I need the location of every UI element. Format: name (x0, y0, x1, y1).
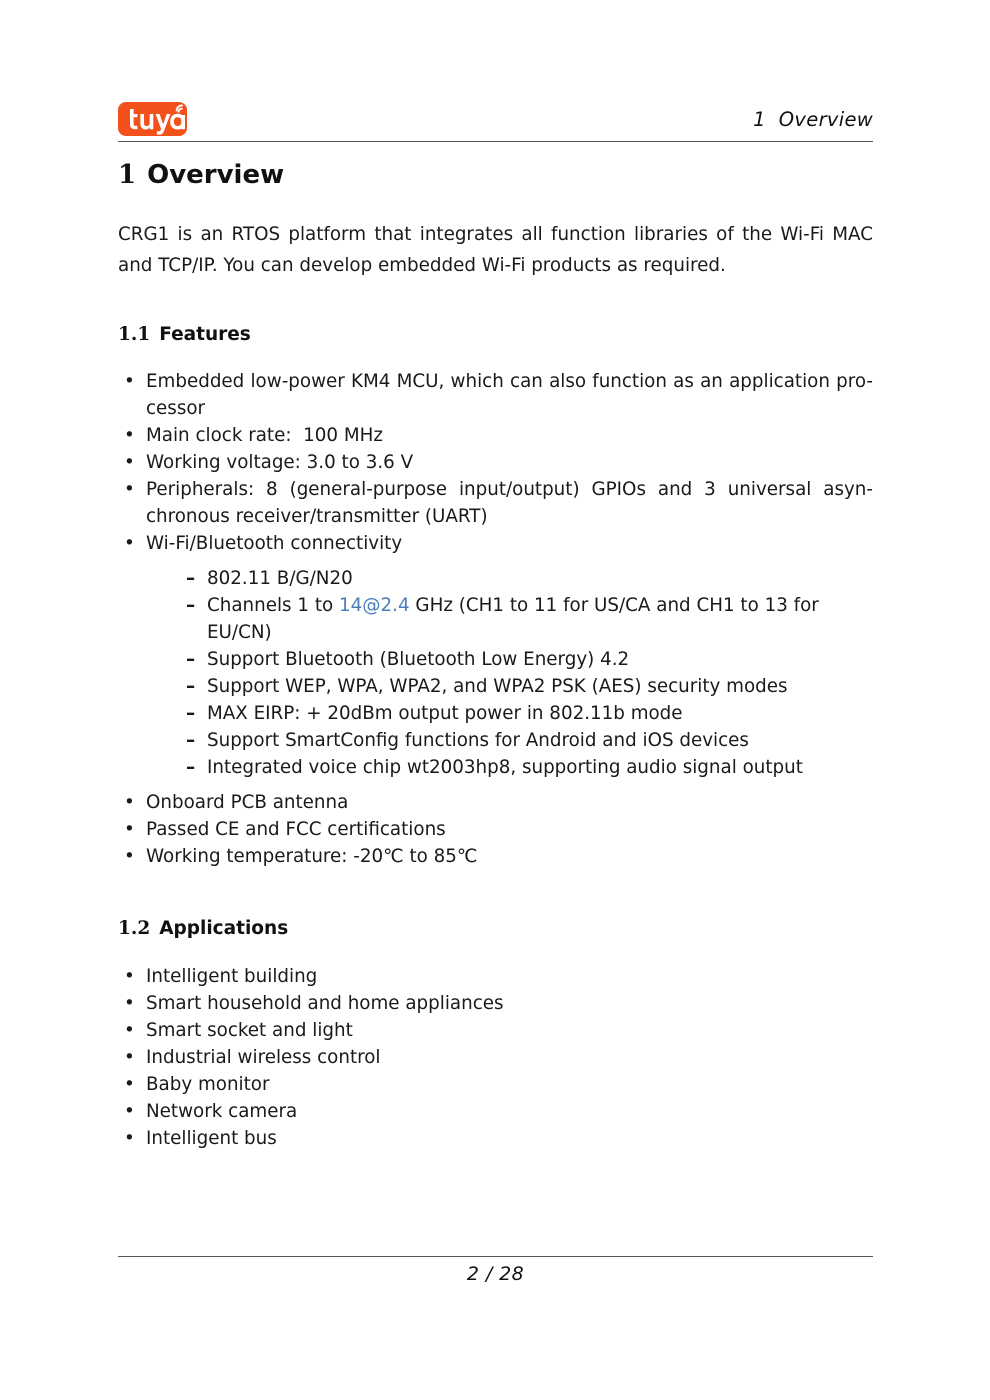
list-item (118, 1044, 873, 1071)
bullet-icon: • (124, 846, 135, 868)
intro-paragraph: CRG1 is an RTOS platform that integrates all function libraries of the Wi-Fi MAC and TCP/IP. You can develop embedded Wi-Fi products as required. (118, 224, 873, 277)
list-item-label: Smart household and home appliances (146, 992, 504, 1014)
page-header (118, 98, 873, 140)
sublist-item-label: MAX EIRP: + 20dBm output power in 802.11b mode (207, 703, 683, 725)
sublist-item (186, 727, 873, 754)
sublist-item-label-tail: GHz (CH1 to 11 for US/CA and CH1 to 13 for EU/CN) (207, 595, 819, 644)
bullet-icon: • (124, 1073, 135, 1095)
list-item-label: Network camera (146, 1100, 298, 1122)
running-head: 1 Overview (753, 107, 873, 131)
features-list (118, 368, 873, 870)
list-item (118, 449, 873, 476)
bullet-icon: • (124, 479, 135, 501)
applications-number: 1.2 (118, 918, 151, 940)
sublist-item (186, 754, 873, 781)
sublist-item-label: Channels 1 to (207, 595, 339, 617)
list-item-label: Industrial wireless control (146, 1046, 381, 1068)
list-item (118, 1017, 873, 1044)
sublist-item-label: Support WEP, WPA, WPA2, and WPA2 PSK (AES) security modes (207, 676, 788, 698)
list-item (118, 843, 873, 870)
bullet-icon: • (124, 1100, 135, 1122)
section-heading (118, 160, 873, 191)
dash-icon: – (186, 703, 196, 725)
list-item-label: Wi-Fi/Bluetooth connectivity (146, 533, 403, 555)
sublist-item-label: 802.11 B/G/N20 (207, 568, 353, 590)
list-item-label: Onboard PCB antenna (146, 792, 349, 814)
list-item-label: Intelligent bus (146, 1127, 277, 1149)
applications-heading (118, 918, 873, 940)
list-item-label: Embedded low-power KM4 MCU, which can also function as an application pro-cessor (146, 371, 873, 420)
sublist-item-label: Support Bluetooth (Bluetooth Low Energy) 4.2 (207, 649, 630, 671)
bullet-icon: • (124, 425, 135, 447)
list-item (118, 422, 873, 449)
list-item (118, 816, 873, 843)
list-item-label: Baby monitor (146, 1073, 270, 1095)
list-item (118, 1071, 873, 1098)
list-item (118, 789, 873, 816)
dash-icon: – (186, 595, 196, 617)
list-item-label: Intelligent building (146, 965, 318, 987)
list-item (118, 990, 873, 1017)
bullet-icon: • (124, 1019, 135, 1041)
tuya-logo-icon (118, 102, 187, 136)
section-number: 1 (118, 160, 137, 190)
list-item-label: Working voltage: 3.0 to 3.6 V (146, 452, 414, 474)
list-item-label: Working temperature: -20℃ to 85℃ (146, 846, 478, 868)
bullet-icon: • (124, 371, 135, 393)
page-content (118, 160, 873, 1152)
dash-icon: – (186, 757, 196, 779)
features-sublist (146, 565, 873, 781)
list-item (118, 368, 873, 422)
sublist-item-label: Integrated voice chip wt2003hp8, supporting audio signal output (207, 757, 803, 779)
features-title: Features (159, 324, 251, 346)
sublist-item (186, 565, 873, 592)
sublist-item (186, 673, 873, 700)
applications-list (118, 963, 873, 1152)
bullet-icon: • (124, 965, 135, 987)
list-item (118, 1125, 873, 1152)
list-item-label: Peripherals: 8 (general-purpose input/output) GPIOs and 3 universal asyn-chronous receiver/transmitter (UART) (146, 479, 873, 528)
dash-icon: – (186, 676, 196, 698)
dash-icon: – (186, 730, 196, 752)
dash-icon: – (186, 649, 196, 671)
sublist-item (186, 592, 873, 646)
dash-icon: – (186, 568, 196, 590)
bullet-icon: • (124, 992, 135, 1014)
bullet-icon: • (124, 792, 135, 814)
tuya-logo (118, 102, 187, 136)
bullet-icon: • (124, 533, 135, 555)
bullet-icon: • (124, 452, 135, 474)
bullet-icon: • (124, 819, 135, 841)
channel-link[interactable]: 14@2.4 (339, 595, 410, 617)
sublist-item (186, 700, 873, 727)
sublist-item (186, 646, 873, 673)
list-item-label: Passed CE and FCC certifications (146, 819, 446, 841)
bullet-icon: • (124, 1046, 135, 1068)
features-heading (118, 324, 873, 346)
section-title: Overview (147, 160, 285, 190)
list-item (118, 1098, 873, 1125)
list-item-label: Main clock rate: 100 MHz (146, 425, 383, 447)
list-item (118, 963, 873, 990)
header-rule (118, 141, 873, 142)
features-number: 1.1 (118, 324, 151, 346)
bullet-icon: • (124, 1127, 135, 1149)
list-item-label: Smart socket and light (146, 1019, 353, 1041)
list-item (118, 476, 873, 530)
applications-title: Applications (159, 918, 289, 940)
sublist-item-label: Support SmartConfig functions for Android and iOS devices (207, 730, 749, 752)
page-number: 2 / 28 (466, 1263, 525, 1285)
footer-rule (118, 1256, 873, 1257)
list-item (118, 530, 873, 781)
